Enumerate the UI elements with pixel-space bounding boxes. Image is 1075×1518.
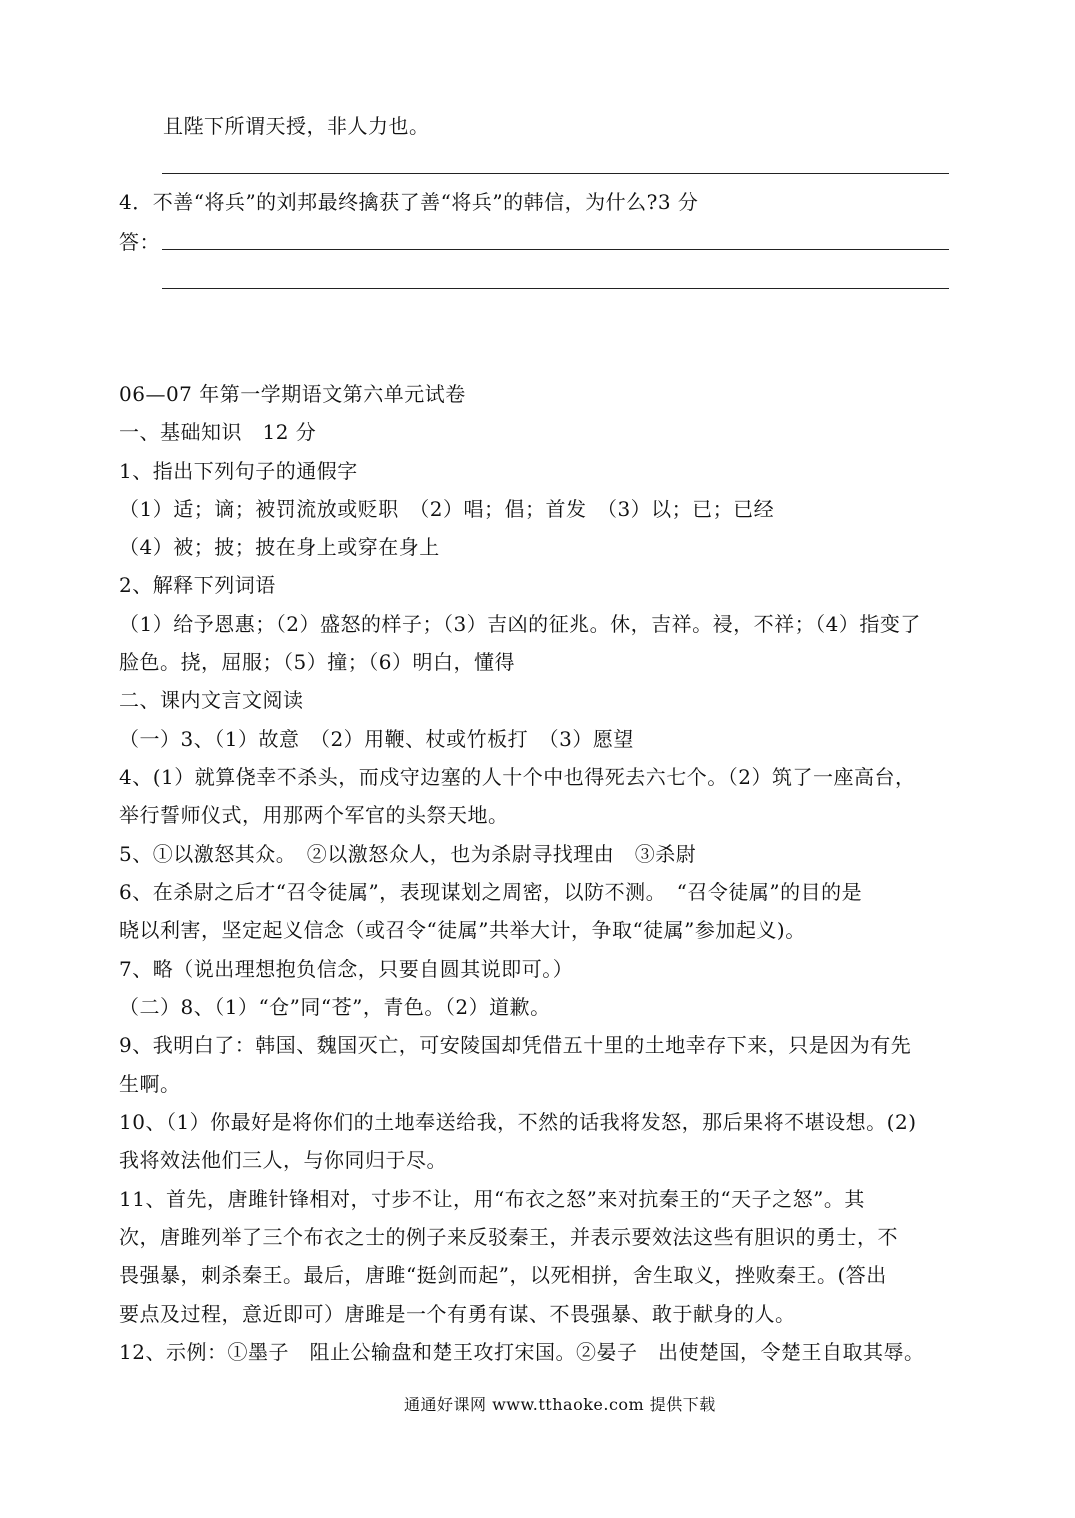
- answer-line: [162, 173, 949, 174]
- answer-line-text: 9、我明白了：韩国、魏国灭亡，可安陵国却凭借五十里的土地幸存下来，只是因为有先: [119, 1033, 912, 1057]
- answer-line-text: 4、(1）就算侥幸不杀头，而戍守边塞的人十个中也得死去六七个。（2）筑了一座高台，: [119, 765, 916, 789]
- page-footer: 通通好课网 www.tthaoke.com 提供下载: [404, 1395, 716, 1414]
- document-title: 06—07 年第一学期语文第六单元试卷: [119, 382, 466, 406]
- answer-line-text: 晓以利害，坚定起义信念（或召令“徒属”共举大计，争取“徒属”参加起义)。: [119, 918, 806, 942]
- answer-line-text: 12、示例：①墨子 阻止公输盘和楚王攻打宋国。②晏子 出使楚国，令楚王自取其辱。: [119, 1340, 925, 1364]
- answer-line-text: 11、首先，唐雎针锋相对，寸步不让，用“布衣之怒”来对抗秦王的“天子之怒”。其: [119, 1187, 865, 1211]
- section-heading: 一、基础知识 12 分: [119, 420, 317, 444]
- answer-line-text: 我将效法他们三人，与你同归于尽。: [119, 1148, 447, 1172]
- answer-line-text: 畏强暴，刺杀秦王。最后，唐雎“挺剑而起”，以死相拼，舍生取义，挫败秦王。(答出: [119, 1263, 887, 1287]
- answer-line-text: 脸色。挠，屈服；（5）撞；（6）明白，懂得: [119, 650, 515, 674]
- answer-line-text: 6、在杀尉之后才“召令徒属”，表现谋划之周密，以防不测。 “召令徒属”的目的是: [119, 880, 863, 904]
- translation-text: 且陛下所谓天授，非人力也。: [163, 114, 430, 138]
- answer-line-text: 5、①以激怒其众。 ②以激怒众人，也为杀尉寻找理由 ③杀尉: [119, 842, 697, 866]
- answer-line-text: （1）给予恩惠；（2）盛怒的样子；（3）吉凶的征兆。休，吉祥。祲，不祥；（4）指变了: [119, 612, 921, 636]
- answer-line: [162, 288, 949, 289]
- answer-line-text: 举行誓师仪式，用那两个军官的头祭天地。: [119, 803, 509, 827]
- answer-line-text: 次，唐雎列举了三个布衣之士的例子来反驳秦王，并表示要效法这些有胆识的勇士，不: [119, 1225, 898, 1249]
- answer-line-text: 要点及过程，意近即可）唐雎是一个有勇有谋、不畏强暴、敢于献身的人。: [119, 1302, 796, 1326]
- answer-line: [162, 249, 949, 250]
- answer-line-text: （二）8、（1）“仓”同“苍”，青色。（2）道歉。: [119, 995, 551, 1019]
- section-heading: 二、课内文言文阅读: [119, 688, 304, 712]
- answer-line-text: （一）3、（1）故意 （2）用鞭、杖或竹板打 （3）愿望: [119, 727, 634, 751]
- answer-line-text: 2、解释下列词语: [119, 573, 276, 597]
- answer-line-text: 1、指出下列句子的通假字: [119, 459, 358, 483]
- answer-line-text: 生啊。: [119, 1072, 181, 1096]
- answer-label: 答：: [119, 230, 160, 254]
- answer-line-text: 7、略（说出理想抱负信念，只要自圆其说即可。）: [119, 957, 574, 981]
- question-4: 4．不善“将兵”的刘邦最终擒获了善“将兵”的韩信，为什么?3 分: [119, 190, 699, 214]
- answer-line-text: 10、（1）你最好是将你们的土地奉送给我，不然的话我将发怒，那后果将不堪设想。(2): [119, 1110, 917, 1134]
- answer-line-text: （4）被；披；披在身上或穿在身上: [119, 535, 440, 559]
- answer-line-text: （1）适；谪；被罚流放或贬职 （2）唱；倡；首发 （3）以；已；已经: [119, 497, 775, 521]
